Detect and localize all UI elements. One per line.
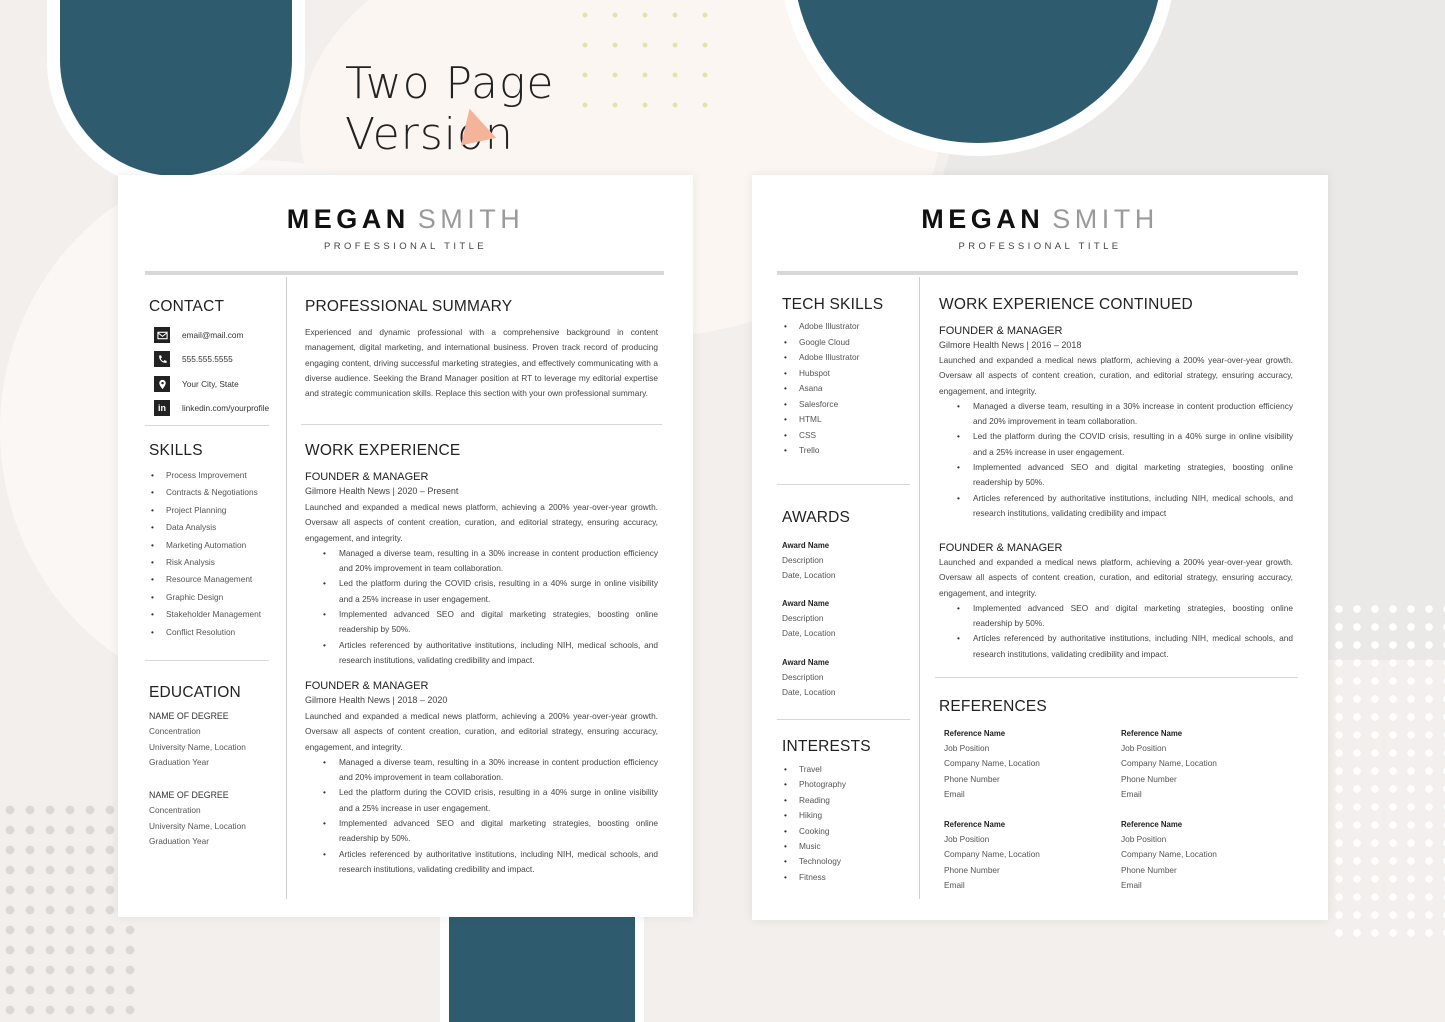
contact-text: linkedin.com/yourprofile bbox=[182, 403, 270, 413]
award-date: Date, Location bbox=[782, 570, 836, 581]
section-divider bbox=[777, 719, 910, 720]
list-item: • HTML bbox=[782, 412, 912, 428]
list-item: • Process Improvement bbox=[149, 467, 289, 484]
reference-company: Company Name, Location bbox=[944, 758, 1040, 769]
list-item: • Implemented advanced SEO and digital marketing strategies, boosting online readership by 50%. bbox=[305, 816, 658, 847]
last-name: SMITH bbox=[1052, 204, 1159, 234]
contact-heading: CONTACT bbox=[149, 298, 225, 315]
list-item: • Asana bbox=[782, 381, 912, 397]
section-divider bbox=[935, 677, 1298, 678]
degree-name: NAME OF DEGREE bbox=[149, 790, 229, 800]
reference-position: Job Position bbox=[1121, 743, 1167, 753]
section-divider bbox=[145, 660, 269, 661]
award-date: Date, Location bbox=[782, 628, 836, 639]
list-item: • Conflict Resolution bbox=[149, 624, 289, 641]
job-entry bbox=[305, 679, 658, 877]
list-item: • Led the platform during the COVID crisis, resulting in a 40% surge in online visibility and a 25% increase in user engagement. bbox=[305, 785, 658, 816]
job-title: FOUNDER & MANAGER bbox=[305, 471, 429, 483]
list-item: • Music bbox=[782, 839, 912, 854]
graduation-year: Graduation Year bbox=[149, 756, 209, 767]
degree-name: NAME OF DEGREE bbox=[149, 711, 229, 721]
list-item: • Articles referenced by authoritative institutions, including NIH, medical schools, and research institutions, validating credibility and impact. bbox=[939, 631, 1293, 662]
list-item: • Photography bbox=[782, 777, 912, 792]
list-item: • Articles referenced by authoritative institutions, including NIH, medical schools, and research institutions, validating credibility and impact. bbox=[305, 638, 658, 669]
list-item: • Implemented advanced SEO and digital marketing strategies, boosting online readership by 50%. bbox=[939, 601, 1293, 632]
resume-page-1 bbox=[118, 175, 693, 917]
linkedin-icon: in bbox=[154, 400, 170, 416]
award-name: Award Name bbox=[782, 541, 830, 550]
resume-page-2 bbox=[752, 175, 1328, 920]
list-item: • Hiking bbox=[782, 808, 912, 823]
reference-entry bbox=[1121, 817, 1291, 893]
job-description: Launched and expanded a medical news platform, achieving a 200% year-over-year growth. Oversaw all aspects of content creation, curation, and editorial strategy, ensuring accuracy, engagement, and integrity. bbox=[305, 711, 658, 752]
list-item: • Cooking bbox=[782, 824, 912, 839]
list-item: • Managed a diverse team, resulting in a 30% increase in content production efficiency and 20% improvement in team collaboration. bbox=[939, 399, 1293, 430]
job-bullets bbox=[939, 601, 1293, 662]
list-item: • Travel bbox=[782, 762, 912, 777]
reference-company: Company Name, Location bbox=[1121, 758, 1217, 769]
reference-name: Reference Name bbox=[944, 820, 1006, 829]
reference-phone: Phone Number bbox=[944, 864, 1000, 875]
reference-email: Email bbox=[1121, 879, 1142, 890]
first-name: MEGAN bbox=[921, 204, 1045, 234]
list-item: • Implemented advanced SEO and digital marketing strategies, boosting online readership by 50%. bbox=[305, 607, 658, 638]
concentration: Concentration bbox=[149, 726, 201, 737]
reference-entry bbox=[944, 817, 1114, 893]
award-name: Award Name bbox=[782, 599, 830, 608]
resume-name bbox=[118, 203, 693, 235]
location-pin-icon bbox=[154, 376, 170, 392]
list-item: • Articles referenced by authoritative institutions, including NIH, medical schools, and research institutions, validating credibility and impact bbox=[939, 491, 1293, 522]
list-item: • Fitness bbox=[782, 870, 912, 885]
list-item: • Implemented advanced SEO and digital marketing strategies, boosting online readership by 50%. bbox=[939, 460, 1293, 491]
award-description: Description bbox=[782, 672, 824, 682]
pillar-shape bbox=[449, 900, 635, 1022]
university: University Name, Location bbox=[149, 820, 246, 831]
list-item: • Managed a diverse team, resulting in a 30% increase in content production efficiency and 20% improvement in team collaboration. bbox=[305, 546, 658, 577]
reference-name: Reference Name bbox=[1121, 820, 1183, 829]
job-bullets bbox=[939, 399, 1293, 521]
list-item: • Trello bbox=[782, 443, 912, 459]
reference-entry bbox=[944, 726, 1114, 802]
column-divider bbox=[919, 277, 920, 899]
banner-title: Two Page Version bbox=[345, 58, 555, 160]
skills-list bbox=[149, 467, 289, 641]
reference-phone: Phone Number bbox=[1121, 864, 1177, 875]
first-name: MEGAN bbox=[286, 204, 410, 234]
list-item: • Reading bbox=[782, 793, 912, 808]
professional-title: PROFESSIONAL TITLE bbox=[958, 241, 1122, 252]
reference-email: Email bbox=[944, 879, 965, 890]
job-entry bbox=[939, 541, 1293, 662]
header-divider bbox=[145, 271, 664, 275]
reference-name: Reference Name bbox=[1121, 729, 1183, 738]
list-item: • Data Analysis bbox=[149, 519, 289, 536]
list-item: • Google Cloud bbox=[782, 335, 912, 351]
award-description: Description bbox=[782, 613, 824, 623]
award-name: Award Name bbox=[782, 658, 830, 667]
job-description: Launched and expanded a medical news platform, achieving a 200% year-over-year growth. Oversaw all aspects of content creation, curation, and editorial strategy, ensuring accuracy, engagement, and integrity. bbox=[939, 355, 1293, 396]
section-divider bbox=[145, 425, 269, 426]
list-item: • Adobe Illustrator bbox=[782, 319, 912, 335]
interests-list bbox=[782, 762, 912, 885]
dot-pattern bbox=[1330, 600, 1445, 940]
resume-header bbox=[118, 203, 693, 252]
job-title: FOUNDER & MANAGER bbox=[305, 680, 429, 692]
awards-heading: AWARDS bbox=[782, 509, 851, 526]
job-description: Launched and expanded a medical news platform, achieving a 200% year-over-year growth. Oversaw all aspects of content creation, curation, and editorial strategy, ensuring accuracy, engagement, and integrity. bbox=[305, 502, 658, 543]
job-entry bbox=[305, 470, 658, 668]
list-item: • Contracts & Negotiations bbox=[149, 484, 289, 501]
reference-phone: Phone Number bbox=[1121, 773, 1177, 784]
contact-text: email@mail.com bbox=[182, 330, 244, 340]
award-entry bbox=[782, 655, 912, 701]
section-divider bbox=[301, 424, 662, 425]
award-entry bbox=[782, 538, 912, 584]
list-item: • Marketing Automation bbox=[149, 537, 289, 554]
reference-position: Job Position bbox=[1121, 834, 1167, 844]
job-company: Gilmore Health News | 2018 – 2020 bbox=[305, 695, 448, 705]
job-bullets bbox=[305, 755, 658, 877]
contact-location bbox=[154, 375, 239, 393]
job-entry bbox=[939, 324, 1293, 521]
list-item: • Stakeholder Management bbox=[149, 606, 289, 623]
professional-title: PROFESSIONAL TITLE bbox=[323, 241, 488, 252]
education-heading: EDUCATION bbox=[149, 684, 241, 701]
reference-company: Company Name, Location bbox=[944, 849, 1040, 860]
job-company: Gilmore Health News | 2016 – 2018 bbox=[939, 340, 1082, 350]
job-title: FOUNDER & MANAGER bbox=[939, 325, 1063, 337]
contact-linkedin[interactable] bbox=[154, 399, 269, 417]
list-item: • Hubspot bbox=[782, 366, 912, 382]
job-description: Launched and expanded a medical news platform, achieving a 200% year-over-year growth. Oversaw all aspects of content creation, curation, and editorial strategy, ensuring accuracy, engagement, and integrity. bbox=[939, 557, 1293, 598]
reference-email: Email bbox=[1121, 788, 1142, 799]
education-entry bbox=[149, 788, 279, 849]
reference-name: Reference Name bbox=[944, 729, 1006, 738]
work-heading: WORK EXPERIENCE bbox=[305, 442, 461, 459]
job-bullets bbox=[305, 546, 658, 668]
reference-email: Email bbox=[944, 788, 965, 799]
graduation-year: Graduation Year bbox=[149, 835, 209, 846]
award-date: Date, Location bbox=[782, 687, 836, 698]
list-item: • Adobe Illustrator bbox=[782, 350, 912, 366]
reference-position: Job Position bbox=[944, 743, 990, 753]
contact-email[interactable] bbox=[154, 326, 243, 344]
reference-company: Company Name, Location bbox=[1121, 849, 1217, 860]
reference-position: Job Position bbox=[944, 834, 990, 844]
list-item: • Led the platform during the COVID crisis, resulting in a 40% surge in online visibility and a 25% increase in user engagement. bbox=[305, 576, 658, 607]
list-item: • Resource Management bbox=[149, 571, 289, 588]
list-item: • Articles referenced by authoritative institutions, including NIH, medical schools, and research institutions, validating credibility and impact. bbox=[305, 847, 658, 878]
section-divider bbox=[777, 484, 910, 485]
contact-phone[interactable] bbox=[154, 350, 233, 368]
references-heading: REFERENCES bbox=[939, 698, 1047, 715]
contact-text: 555.555.5555 bbox=[182, 354, 233, 364]
job-title: FOUNDER & MANAGER bbox=[939, 542, 1063, 554]
skills-heading: SKILLS bbox=[149, 442, 203, 459]
list-item: • Project Planning bbox=[149, 502, 289, 519]
interests-heading: INTERESTS bbox=[782, 738, 871, 755]
list-item: • Graphic Design bbox=[149, 589, 289, 606]
work-continued-heading: WORK EXPERIENCE CONTINUED bbox=[939, 296, 1193, 313]
resume-name bbox=[752, 203, 1328, 235]
summary-text: Experienced and dynamic professional with a comprehensive background in content management, digital marketing, and international business. Proven track record of producing engaging content, driving successful marketing strategies, and effectively communicating with a diverse audience. Seeking the Brand Manager position at RT to leverage my editorial expertise and strategic communication skills. Replace this section with your own professional summary. bbox=[305, 327, 658, 399]
award-description: Description bbox=[782, 555, 824, 565]
list-item: • Managed a diverse team, resulting in a 30% increase in content production efficiency and 20% improvement in team collaboration. bbox=[305, 755, 658, 786]
university: University Name, Location bbox=[149, 741, 246, 752]
list-item: • Technology bbox=[782, 854, 912, 869]
email-icon bbox=[154, 327, 170, 343]
tech-skills-heading: TECH SKILLS bbox=[782, 296, 884, 313]
contact-text: Your City, State bbox=[182, 379, 239, 389]
award-entry bbox=[782, 596, 912, 642]
list-item: • CSS bbox=[782, 428, 912, 444]
education-entry bbox=[149, 709, 279, 770]
phone-icon bbox=[154, 351, 170, 367]
summary-heading: PROFESSIONAL SUMMARY bbox=[305, 298, 513, 315]
reference-entry bbox=[1121, 726, 1291, 802]
list-item: • Led the platform during the COVID crisis, resulting in a 40% surge in online visibility and a 25% increase in user engagement. bbox=[939, 429, 1293, 460]
concentration: Concentration bbox=[149, 805, 201, 816]
job-company: Gilmore Health News | 2020 – Present bbox=[305, 486, 459, 496]
resume-header bbox=[752, 203, 1328, 252]
list-item: • Salesforce bbox=[782, 397, 912, 413]
reference-phone: Phone Number bbox=[944, 773, 1000, 784]
list-item: • Risk Analysis bbox=[149, 554, 289, 571]
header-divider bbox=[777, 271, 1298, 275]
last-name: SMITH bbox=[417, 204, 525, 234]
tech-skills-list bbox=[782, 319, 912, 459]
